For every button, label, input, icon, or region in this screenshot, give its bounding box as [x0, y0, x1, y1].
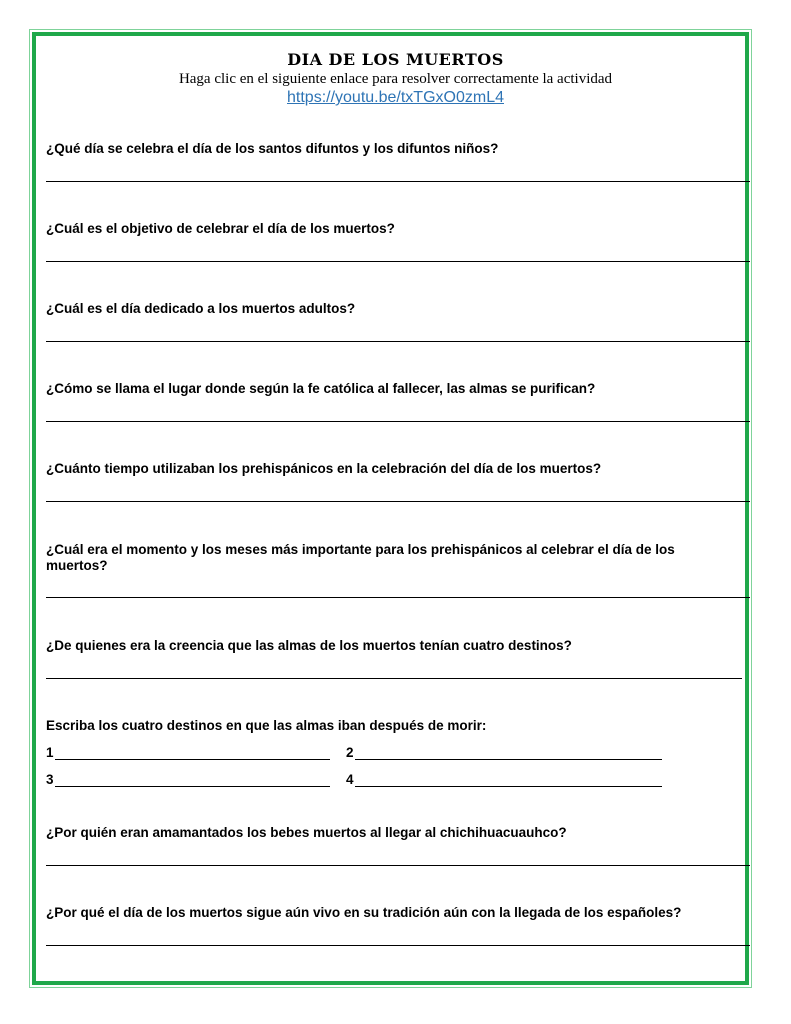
instructions: Haga clic en el siguiente enlace para resolver correctamente la actividad: [178, 71, 613, 87]
answer-line-1[interactable]: [46, 181, 750, 182]
destination-line-4[interactable]: [355, 786, 662, 787]
destination-number-4: 4: [346, 772, 354, 787]
answer-line-2[interactable]: [46, 261, 750, 262]
page-border: [32, 32, 749, 985]
question-4: ¿Cómo se llama el lugar donde según la fe católica al fallecer, las almas se purifican?: [46, 381, 596, 396]
page-title: DIA DE LOS MUERTOS: [287, 50, 504, 69]
destination-line-2[interactable]: [355, 759, 662, 760]
question-7: ¿De quienes era la creencia que las almas de los muertos tenían cuatro destinos?: [46, 638, 572, 653]
destination-line-1[interactable]: [55, 759, 330, 760]
question-5: ¿Cuánto tiempo utilizaban los prehispánicos en la celebración del día de los muertos?: [46, 461, 602, 476]
question-8: Escriba los cuatro destinos en que las almas iban después de morir:: [46, 718, 487, 733]
question-10: ¿Por qué el día de los muertos sigue aún vivo en su tradición aún con la llegada de los españoles?: [46, 905, 682, 920]
worksheet-header: [0, 50, 791, 107]
question-9: ¿Por quién eran amamantados los bebes muertos al llegar al chichihuacuauhco?: [46, 825, 567, 840]
destination-number-3: 3: [46, 772, 54, 787]
question-3: ¿Cuál es el día dedicado a los muertos adultos?: [46, 301, 356, 316]
question-1: ¿Qué día se celebra el día de los santos difuntos y los difuntos niños?: [46, 141, 499, 156]
answer-line-3[interactable]: [46, 341, 750, 342]
destination-number-1: 1: [46, 745, 54, 760]
answer-line-4[interactable]: [46, 421, 750, 422]
destination-line-3[interactable]: [55, 786, 330, 787]
question-2: ¿Cuál es el objetivo de celebrar el día de los muertos?: [46, 221, 395, 236]
video-link[interactable]: https://youtu.be/txTGxO0zmL4: [287, 89, 504, 106]
answer-line-6[interactable]: [46, 597, 750, 598]
answer-line-7[interactable]: [46, 678, 742, 679]
answer-line-10[interactable]: [46, 945, 750, 946]
question-6: ¿Cuál era el momento y los meses más importante para los prehispánicos al celebrar el día de los muertos?: [46, 542, 675, 573]
destination-number-2: 2: [346, 745, 354, 760]
answer-line-9[interactable]: [46, 865, 750, 866]
answer-line-5[interactable]: [46, 501, 750, 502]
